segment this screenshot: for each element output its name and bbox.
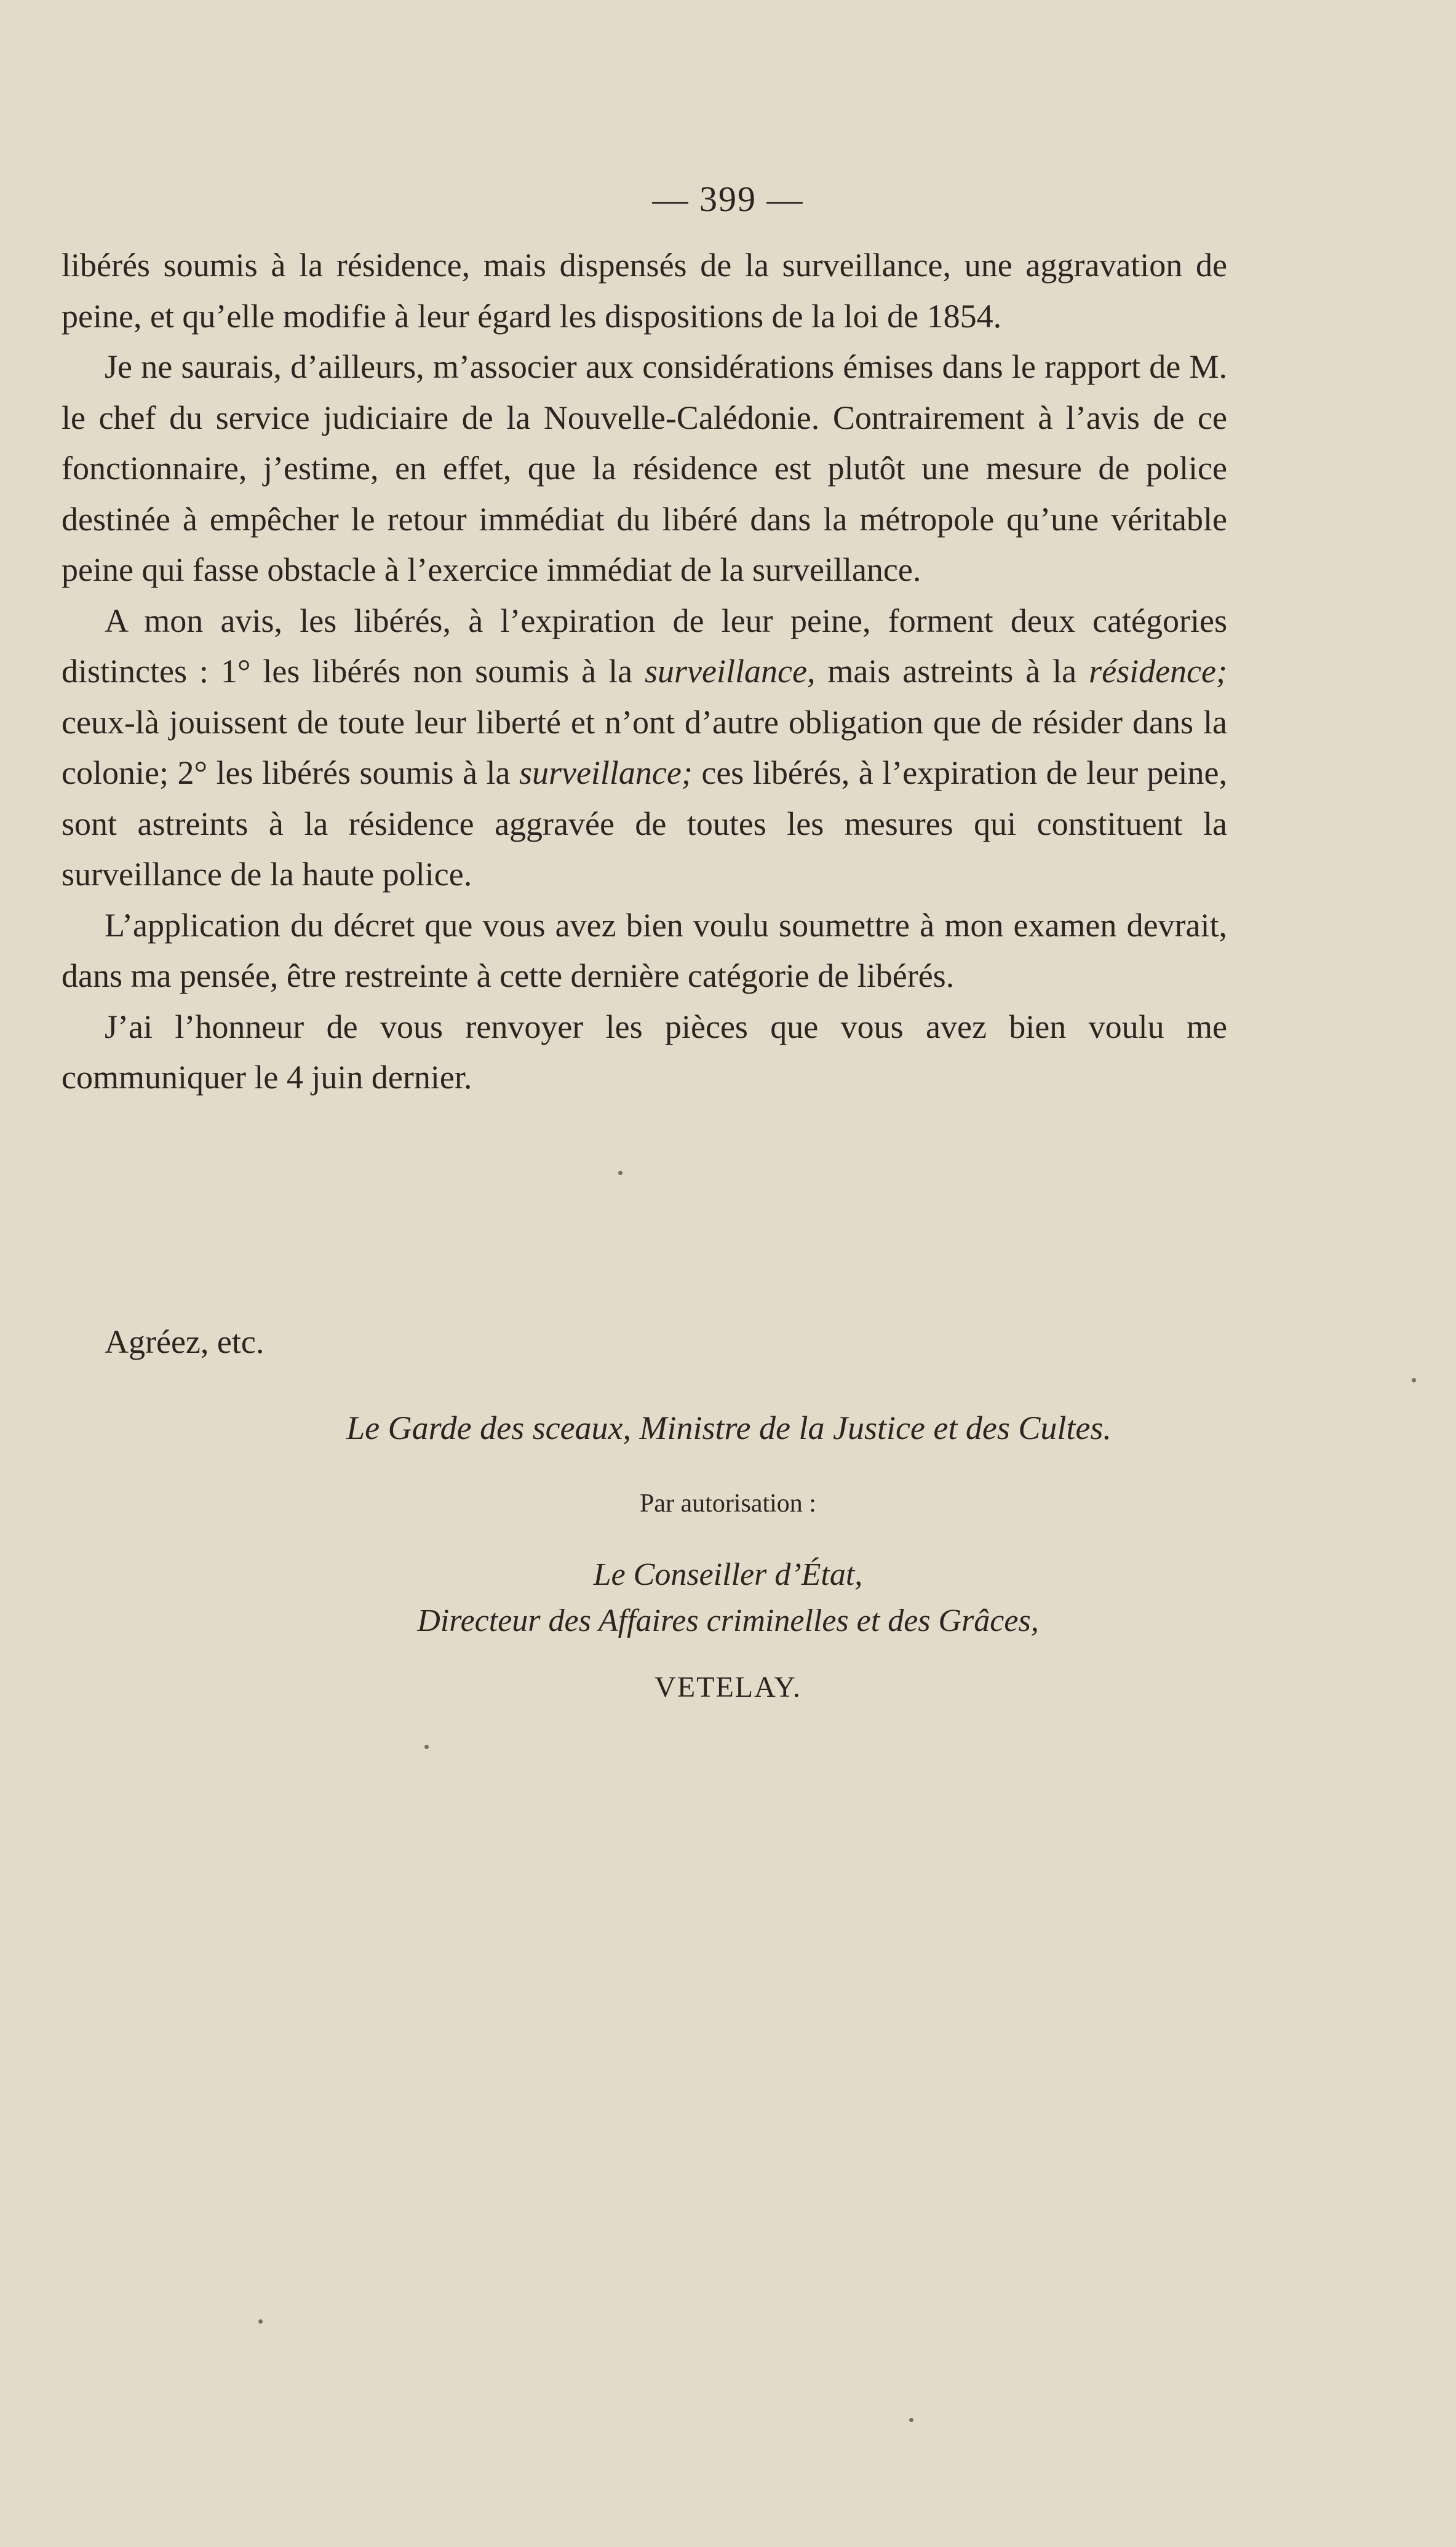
closing-formula (62, 1317, 1227, 1368)
paragraph-3 (62, 596, 1227, 900)
paragraph-3-italic-surveillance-2: surveillance; (519, 754, 693, 791)
paper-speck (258, 2319, 263, 2324)
letter-body (62, 240, 1227, 1103)
page-number: — 399 — (652, 179, 804, 219)
paragraph-2: Je ne saurais, d’ailleurs, m’associer aux considérations émises dans le rapport de M. le chef du service judiciaire de la Nouvelle-Calédonie. Contrairement à l’avis de ce fonctionnaire, j’estime, en effet, que la résidence est plutôt une mesure de police destinée à empêcher le retour immédiat du libéré dans la métropole qu’une véritable peine qui fasse obstacle à l’exercice immédiat de la surveillance. (62, 348, 1227, 588)
signature-name: VETELAY. (654, 1671, 802, 1704)
paragraph-3-italic-surveillance: surveillance, (645, 653, 816, 690)
signature-minister: Le Garde des sceaux, Ministre de la Justice et des Cultes. (346, 1409, 1112, 1446)
signature-directeur: Directeur des Affaires criminelles et des Grâces, (417, 1603, 1039, 1638)
paper-speck (909, 2418, 913, 2422)
paragraph-3-text-d: ces libérés, à l’expiration de leur peine, sont astreints à la résidence aggravée de toutes les mesures qui constituent la surveillance de la haute police. (62, 754, 1227, 893)
signature-conseiller: Le Conseiller d’État, (593, 1557, 863, 1592)
paragraph-5: J’ai l’honneur de vous renvoyer les pièces que vous avez bien voulu me communiquer le 4 juin dernier. (62, 1008, 1227, 1096)
paper-speck (424, 1745, 429, 1749)
paragraph-4: L’application du décret que vous avez bien voulu soumettre à mon examen devrait, dans ma pensée, être restreinte à cette dernière catégorie de libérés. (62, 906, 1227, 994)
signature-authorization: Par autorisation : (640, 1489, 816, 1518)
paper-speck (1412, 1378, 1416, 1382)
paragraph-3-italic-residence: résidence; (1089, 653, 1227, 690)
paragraph-1: libérés soumis à la résidence, mais dispensés de la surveillance, une aggravation de peine, et qu’elle modifie à leur égard les dispositions de la loi de 1854. (62, 247, 1227, 335)
paragraph-3-text-b: mais astreints à la (815, 653, 1089, 690)
closing-text: Agréez, etc. (105, 1323, 265, 1360)
paragraph-3-text-c: ceux-là jouissent de toute leur liberté et n’ont d’autre obligation que de résider dans la colonie; 2° les libérés soumis à la (62, 703, 1227, 791)
paragraph-3-text-a: A mon avis, les libérés, à l’expiration de leur peine, forment deux catégories distinctes : 1° les libérés non soumis à la (62, 602, 1227, 690)
paper-speck (618, 1171, 623, 1175)
